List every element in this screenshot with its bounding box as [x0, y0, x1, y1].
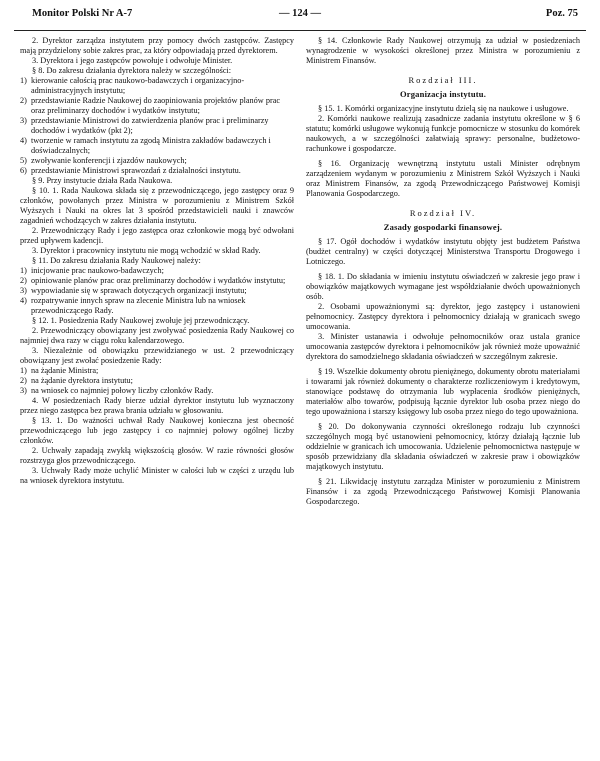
paragraph-section-13: § 13. 1. Do ważności uchwał Rady Naukowej konieczna jest obecność przewodniczącego lub jego zastępcy i co najmniej połowy ogólnej liczby członków. — [20, 416, 294, 445]
paragraph-section-20: § 20. Do dokonywania czynności określonego rodzaju lub czynności szczególnych mogą być ustanowieni pełnomocnicy, którzy działają łącznie lub oddzielnie w granicach ich umocowania. Udzielenie pełnomocnictwa następuje w sposób przewidziany dla składania oświadczeń w zakresie praw i obowiązków majątkowych instytutu. — [306, 422, 580, 471]
right-column — [306, 36, 580, 507]
list-item: 1) kierowanie całością prac naukowo-badawczych i organizacyjno-administracyjnych instytutu; — [20, 76, 245, 95]
paragraph-section-18: § 18. 1. Do składania w imieniu instytutu oświadczeń w zakresie jego praw i obowiązków majątkowych wymagane jest współdziałanie dwóch upoważnionych osób. — [306, 272, 580, 301]
paragraph: 3. Minister ustanawia i odwołuje pełnomocników oraz ustala granice umocowania zastępców dyrektora i pełnomocników jak również może upoważnić dyrektora do samodzielnego składania oświadczeń w szczególnym zakresie. — [306, 332, 580, 361]
paragraph: 3. Niezależnie od obowiązku przewidzianego w ust. 2 przewodniczący obowiązany jest zwołać posiedzenie Rady: — [20, 346, 294, 365]
paragraph: 4. W posiedzeniach Rady bierze udział dyrektor instytutu lub wyznaczony przez niego zastępca bez prawa brania udziału w głosowaniu. — [20, 396, 294, 415]
chapter-heading-3: Rozdział III. — [408, 75, 478, 85]
paragraph-section-14: § 14. Członkowie Rady Naukowej otrzymują za udział w posiedzeniach wynagrodzenie w wysokości określonej przez Ministra w porozumieniu z Ministrem Finansów. — [306, 36, 580, 65]
paragraph: 2. Przewodniczący Rady i jego zastępca oraz członkowie mogą być odwołani przed upływem kadencji. — [20, 226, 294, 245]
paragraph-section-21: § 21. Likwidację instytutu zarządza Minister w porozumieniu z Ministrem Finansów i za zgodą Przewodniczącego Państwowej Komisji Planowania Gospodarczego. — [306, 477, 580, 506]
paragraph: 2. Uchwały zapadają zwykłą większością głosów. W razie równości głosów rozstrzyga głos przewodniczącego. — [20, 446, 294, 465]
list-item: 2) przedstawianie Radzie Naukowej do zaopiniowania projektów planów prac oraz preliminarzy dochodów i wydatków instytutu; — [20, 96, 281, 115]
paragraph-section-8: § 8. Do zakresu działania dyrektora należy w szczególności: — [32, 66, 232, 75]
list-item: 1) inicjowanie prac naukowo-badawczych; — [20, 266, 164, 275]
list-item: 3) na wniosek co najmniej połowy liczby członków Rady. — [20, 386, 214, 395]
list-item: 2) na żądanie dyrektora instytutu; — [20, 376, 133, 385]
paragraph-section-9: § 9. Przy instytucie działa Rada Naukowa. — [32, 176, 173, 185]
paragraph: 3. Dyrektor i pracownicy instytutu nie mogą wchodzić w skład Rady. — [32, 246, 261, 255]
list-item: 3) wypowiadanie się w sprawach dotyczących organizacji instytutu; — [20, 286, 247, 295]
paragraph-section-19: § 19. Wszelkie dokumenty obrotu pieniężnego, dokumenty obrotu materiałami i towarami jak również dokumenty o charakterze rozliczeniowym i kredytowym, stanowiące podstawę do otrzymania lub wypłacenia środków pieniężnych, materiałów albo towarów, podpisują łącznie dyrektor lub osoba przez niego do tego upoważniona i starszy księgowy lub osoba przez niego do tego upoważniona. — [306, 367, 580, 416]
list-item: 6) przedstawianie Ministrowi sprawozdań z działalności instytutu. — [20, 166, 241, 175]
position-number: Poz. 75 — [545, 8, 578, 19]
list-item: 4) rozpatrywanie innych spraw na zlecenie Ministra lub na wniosek przewodniczącego Rady. — [20, 296, 246, 315]
paragraph: 2. Przewodniczący obowiązany jest zwoływać posiedzenia Rady Naukowej co najmniej dwa razy w ciągu roku kalendarzowego. — [20, 326, 294, 345]
section-8-list — [20, 76, 294, 176]
paragraph: 2. Komórki naukowe realizują zasadnicze zadania instytutu określone w § 6 statutu; komórki usługowe wykonują funkcje pomocnicze w stosunku do komórek naukowych, a w szczególności załatwiają sprawy: personalne, budżetowo-rachunkowe i gospodarcze. — [306, 114, 580, 153]
chapter-title-3: Organizacja instytutu. — [399, 89, 487, 99]
page-number: — 124 — — [279, 8, 321, 19]
chapter-title-4: Zasady gospodarki finansowej. — [383, 222, 503, 232]
paragraph-section-15: § 15. 1. Komórki organizacyjne instytutu dzielą się na naukowe i usługowe. — [318, 104, 569, 113]
list-item: 1) na żądanie Ministra; — [20, 366, 99, 375]
paragraph: 3. Uchwały Rady może uchylić Minister w całości lub w części z urzędu lub na wniosek dyrektora instytutu. — [20, 466, 294, 485]
page-header — [14, 0, 586, 31]
chapter-heading-4: Rozdział IV. — [409, 208, 477, 218]
list-item: 4) tworzenie w ramach instytutu za zgodą Ministra zakładów badawczych i doświadczalnych; — [20, 136, 271, 155]
left-column — [20, 36, 294, 507]
paragraph: 3. Dyrektora i jego zastępców powołuje i odwołuje Minister. — [32, 56, 233, 65]
paragraph-section-11: § 11. Do zakresu działania Rady Naukowej należy: — [32, 256, 201, 265]
list-item: 2) opiniowanie planów prac oraz preliminarzy dochodów i wydatków instytutu; — [20, 276, 286, 285]
list-item: 5) zwoływanie konferencji i zjazdów naukowych; — [20, 156, 187, 165]
journal-title: Monitor Polski Nr A-7 — [32, 8, 133, 19]
section-11-list — [20, 266, 294, 316]
paragraph-section-10: § 10. 1. Rada Naukowa składa się z przewodniczącego, jego zastępcy oraz 9 członków, powołanych przez Ministra w porozumieniu z Ministrem Szkół Wyższych i Nauki na okres lat 3 spośród przedstawicieli nauki i znawców zagadnień wchodzących w zakres działania instytutu. — [20, 186, 294, 225]
paragraph: 2. Dyrektor zarządza instytutem przy pomocy dwóch zastępców. Zastępcy mają przydzielony sobie zakres prac, za który odpowiadają przed dyrektorem. — [20, 36, 294, 55]
paragraph: 2. Osobami upoważnionymi są: dyrektor, jego zastępcy i ustanowieni pełnomocnicy. Zastępcy dyrektora i pełnomocnicy działają w granicach swego umocowania. — [306, 302, 580, 331]
paragraph-section-16: § 16. Organizację wewnętrzną instytutu ustali Minister odrębnym zarządzeniem wydanym w porozumieniu z Ministrem Szkół Wyższych i Nauki oraz Ministrem Finansów, za zgodą Przewodniczącego Państwowej Komisji Planowania Gospodarczego. — [306, 159, 580, 198]
list-item: 3) przedstawianie Ministrowi do zatwierdzenia planów prac i preliminarzy dochodów i wydatków (pkt 2); — [20, 116, 269, 135]
paragraph-section-12: § 12. 1. Posiedzenia Rady Naukowej zwołuje jej przewodniczący. — [32, 316, 250, 325]
section-12-list — [20, 366, 294, 396]
paragraph-section-17: § 17. Ogół dochodów i wydatków instytutu objęty jest budżetem Państwa (budżet centralny) w części dotyczącej Ministerstwa Transportu Drogowego i Lotniczego. — [306, 237, 580, 266]
text-columns — [14, 31, 586, 507]
